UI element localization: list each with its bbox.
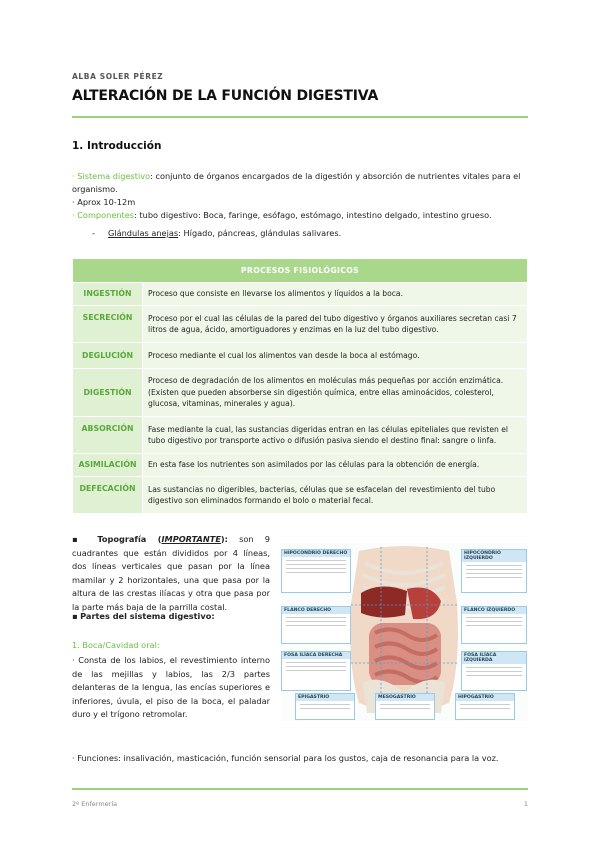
sistema-text: : conjunto de órganos encargados de la digestión y absorción de nutrientes vitales para el organismo. — [72, 171, 521, 194]
table-key: DEGLUCIÓN — [73, 343, 143, 369]
bullet-icon: ▪ — [72, 611, 81, 621]
topografia-label: Topografía — [97, 534, 147, 544]
table-header-row — [73, 259, 528, 283]
partes-label: Partes del sistema digestivo: — [80, 611, 215, 621]
paren-open: ( — [146, 534, 162, 544]
componentes-label: Componentes — [77, 210, 135, 220]
aprox-text: Aprox 10-12m — [77, 197, 136, 207]
table-row — [73, 369, 528, 417]
glandulas-text: : Hígado, páncreas, glándulas salivares. — [178, 228, 342, 238]
table-value: En esta fase los nutrientes son asimilados por las células para la obtención de energía. — [143, 454, 528, 477]
paren-close: ): — [220, 534, 228, 544]
author-name: ALBA SOLER PÉREZ — [72, 72, 164, 81]
region-title: HIPOCONDRIO IZQUIERDO — [462, 550, 526, 562]
processes-table — [72, 258, 528, 514]
region-title: HIPOCONDRIO DERECHO — [282, 550, 350, 557]
boca-text: Consta de los labios, el revestimiento interno de las mejillas y labios, las 2/3 partes delanteras de la lengua, las encías superiores e inferiores, úvula, el piso de la boca, el paladar duro y el trígono retromolar. — [72, 655, 270, 719]
important-label: IMPORTANTE — [161, 534, 221, 544]
table-row — [73, 417, 528, 454]
paragraph-aprox — [72, 196, 528, 209]
topografia-text: son 9 cuadrantes que están divididos por 4 líneas, dos líneas verticales que pasan por la línea mamilar y 2 horizontales, una que pasa por la altura de las crestas ilíacas y otra que pasa por la parte más baja de la parrilla costal. — [72, 534, 271, 612]
footer-rule — [72, 788, 528, 790]
dash-icon: - — [92, 228, 108, 238]
liver-shape — [361, 586, 407, 617]
table-value: Fase mediante la cual, las sustancias digeridas entran en las células epiteliales que revisten el tubo digestivo por transporte activo o difusión pasiva siendo el destino final: sangre o linfa. — [143, 417, 528, 454]
region-box — [455, 693, 515, 720]
region-title: MESOGASTRIO — [376, 694, 434, 701]
region-box — [461, 549, 527, 593]
section-heading-intro: 1. Introducción — [72, 140, 162, 152]
region-title: EPIGASTRIO — [296, 694, 354, 701]
region-box — [281, 549, 351, 593]
region-title: FOSA ILÍACA DERECHA — [282, 652, 350, 659]
partes-heading — [72, 610, 270, 624]
region-box — [375, 693, 435, 720]
bullet-icon: · — [72, 655, 79, 665]
abdominal-regions-figure — [281, 543, 528, 721]
paragraph-glandulas — [92, 227, 512, 240]
page-number: 1 — [523, 800, 528, 808]
footer-course: 2º Enfermería — [72, 800, 118, 808]
table-key: ABSORCIÓN — [73, 417, 143, 454]
table-value: Proceso por el cual las células de la pared del tubo digestivo y órganos auxiliares secretan casi 7 litros de agua, ácido, amortiguadores y enzimas en la luz del tubo digestivo. — [143, 306, 528, 343]
page-title: ALTERACIÓN DE LA FUNCIÓN DIGESTIVA — [72, 88, 379, 104]
table-key: ASIMILACIÓN — [73, 454, 143, 477]
table-value: Proceso mediante el cual los alimentos van desde la boca al estómago. — [143, 343, 528, 369]
region-box — [281, 606, 351, 644]
topografia-paragraph — [72, 533, 270, 614]
sistema-label: Sistema digestivo — [77, 171, 151, 181]
componentes-text: : tubo digestivo: Boca, faringe, esófago, estómago, intestino delgado, intestino grueso. — [134, 210, 492, 220]
paragraph-sistema — [72, 170, 528, 196]
table-row — [73, 283, 528, 306]
bullet-icon: · — [72, 753, 78, 763]
table-key: INGESTIÓN — [73, 283, 143, 306]
region-box — [281, 651, 351, 691]
table-row — [73, 306, 528, 343]
glandulas-label: Glándulas anejas — [107, 228, 179, 238]
region-box — [295, 693, 355, 720]
table-header: PROCESOS FISIOLÓGICOS — [73, 259, 528, 283]
table-key: SECRECIÓN — [73, 306, 143, 343]
region-title: FLANCO DERECHO — [282, 607, 350, 614]
table-value: Las sustancias no digeribles, bacterias, células que se esfacelan del revestimiento del tubo digestivo son eliminados formando el bolo o material fecal. — [143, 477, 528, 514]
boca-heading: 1. Boca/Cavidad oral: — [72, 640, 160, 650]
header-rule — [72, 116, 528, 118]
bullet-icon: · — [72, 210, 78, 220]
table-value: Proceso de degradación de los alimentos en moléculas más pequeñas por acción enzimática. (Existen que pueden absorberse sin digestión química, entre ellas aminoácidos, colesterol, glucosa, vitaminas, minerales y agua). — [143, 369, 528, 417]
region-box — [461, 606, 527, 644]
bullet-icon: · — [72, 171, 78, 181]
table-row — [73, 343, 528, 369]
paragraph-componentes — [72, 209, 528, 222]
region-box — [461, 651, 527, 691]
bullet-icon: · — [72, 197, 78, 207]
region-title: FOSA ILÍACA IZQUIERDA — [462, 652, 526, 664]
funciones-text: Funciones: insalivación, masticación, función sensorial para los gustos, caja de resonancia para la voz. — [77, 753, 499, 763]
region-title: HIPOGASTRIO — [456, 694, 514, 701]
table-row — [73, 477, 528, 514]
table-row — [73, 454, 528, 477]
table-key: DEFECACIÓN — [73, 477, 143, 514]
boca-paragraph — [72, 654, 270, 722]
bullet-icon: ▪ — [72, 534, 98, 544]
table-value: Proceso que consiste en llevarse los alimentos y líquidos a la boca. — [143, 283, 528, 306]
intestines-shape — [369, 623, 441, 685]
region-title: FLANCO IZQUIERDO — [462, 607, 526, 614]
funciones-paragraph — [72, 752, 528, 765]
table-key: DIGESTIÓN — [73, 369, 143, 417]
